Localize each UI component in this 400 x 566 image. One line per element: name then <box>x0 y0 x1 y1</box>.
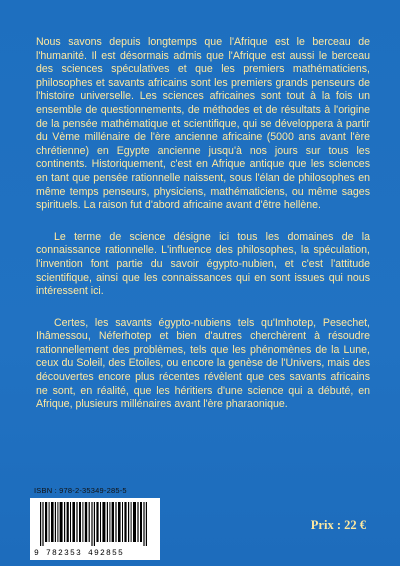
isbn-label: ISBN : 978-2-35349-285-5 <box>34 486 127 495</box>
isbn-block <box>30 486 160 560</box>
barcode <box>30 498 160 560</box>
paragraph-1: Nous savons depuis longtemps que l'Afrique est le berceau de l'humanité. Il est désormais admis que l'Afrique est aussi le berceau des sciences spéculatives et que les premiers mathématiciens, philosophes et savants africains sont les premiers grands penseurs de l'histoire universelle. Les sciences africaines sont tout à la fois un ensemble de questionnements, de méthodes et de résultats à l'origine de la pensée mathématique et scientifique, qui se développera à partir du Vème millénaire de l'ère ancienne africaine (5000 ans avant l'ère chrétienne) en Egypte ancienne jusqu'à nos jours sur tous les continents. Historiquement, c'est en Afrique antique que les sciences en tant que pensée rationnelle naissent, sous l'élan de philosophes en même temps penseurs, physiciens, mathématiciens, ou même sages spirituels. La raison fut d'abord africaine avant d'être hellène. <box>36 36 370 212</box>
paragraph-2: Le terme de science désigne ici tous les domaines de la connaissance rationnelle. L'influence des philosophes, la spéculation, l'invention font partie du savoir égypto-nubien, et c'est l'attitude scientifique, ainsi que les connaissances qui en sont issues qui nous intéressent ici. <box>36 230 370 298</box>
barcode-digits: 9 782353 492855 <box>34 549 125 558</box>
price-label: Prix : 22 € <box>310 518 366 532</box>
barcode-bars-icon <box>40 502 150 546</box>
back-cover-text <box>36 36 370 430</box>
paragraph-3: Certes, les savants égypto-nubiens tels qu'Imhotep, Pesechet, Ihâmessou, Néferhotep et bien d'autres cherchèrent à résoudre rationnellement des problèmes, tels que les phénomènes de la Lune, ceux du Soleil, des Etoiles, ou encore la genèse de l'Univers, mais des découvertes encore plus récentes révèlent que ces savants africains ne sont, en réalité, que les héritiers d'une science qui a débuté, en Afrique, plusieurs millénaires avant l'ère pharaonique. <box>36 316 370 411</box>
